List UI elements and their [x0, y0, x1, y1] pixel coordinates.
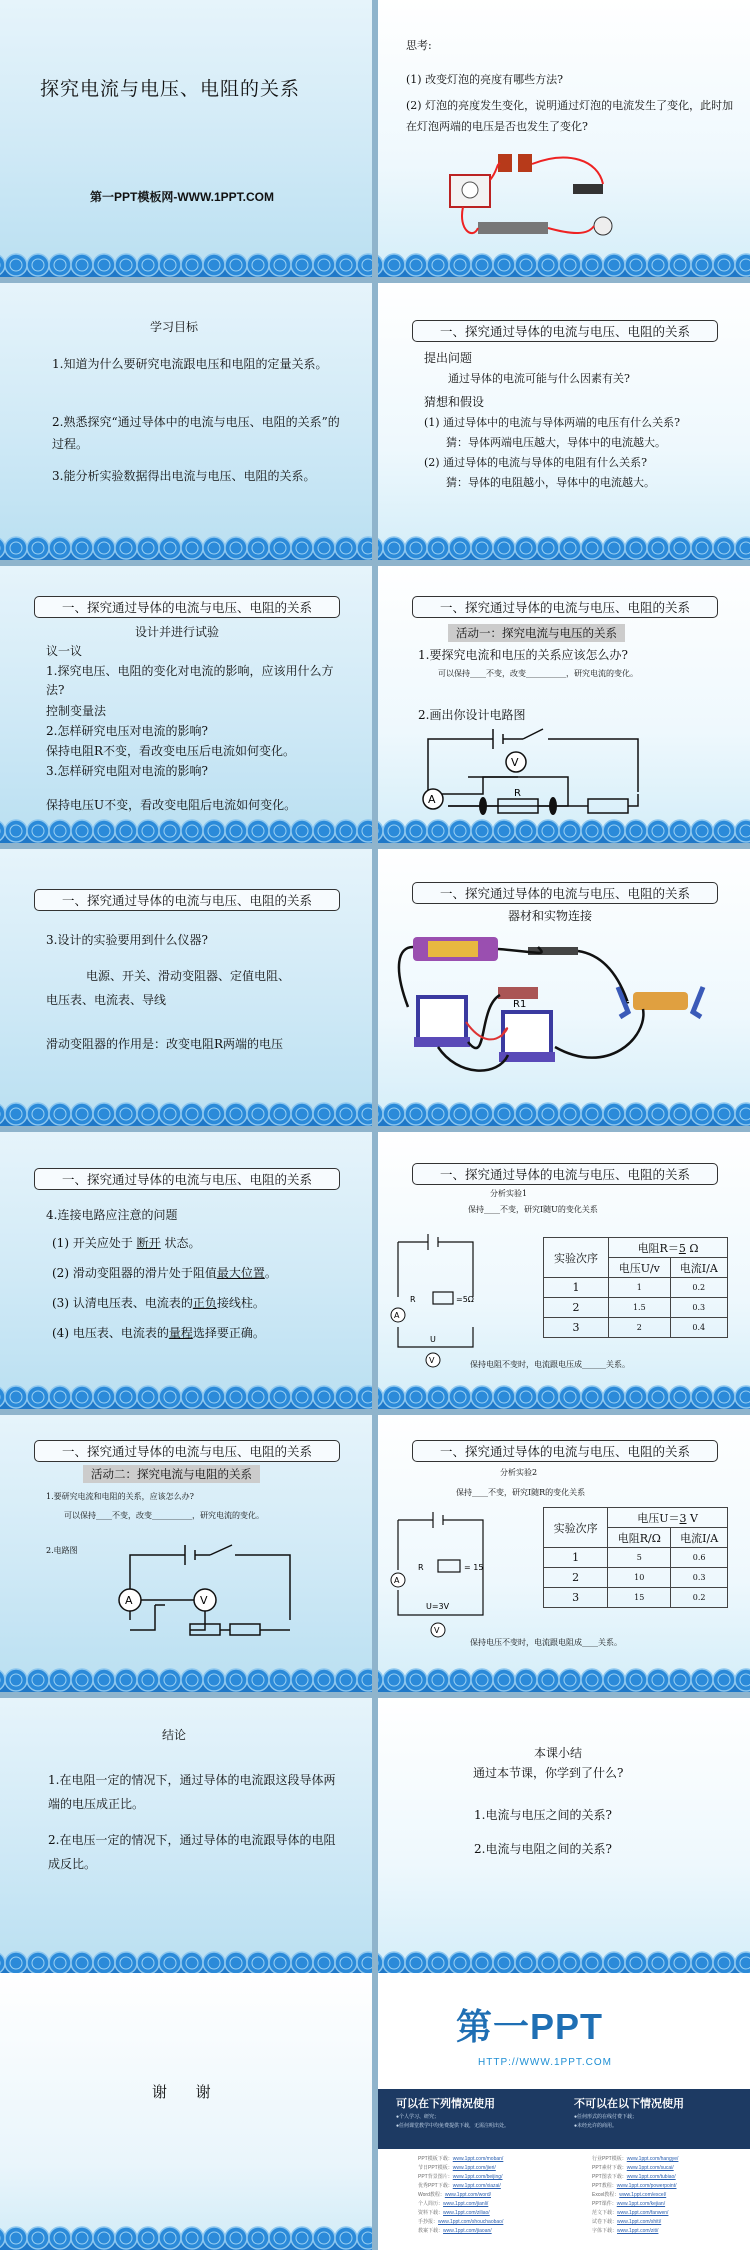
goal-2: 2.熟悉探究“通过导体中的电流与电压、电阻的关系”的过程。: [52, 415, 340, 451]
link-url[interactable]: www.1ppt.com/beijing/: [452, 2174, 503, 2180]
link-row: [418, 2191, 568, 2200]
act1-c: 2.画出你设计电路图: [418, 708, 526, 722]
link-url[interactable]: www.1ppt.com/ziti/: [617, 2228, 659, 2234]
link-row: [418, 2200, 568, 2209]
link-url[interactable]: www.1ppt.com/jianli/: [443, 2201, 489, 2207]
circuit-diagram-4: [388, 1505, 503, 1640]
question-1: (1) 改变灯泡的亮度有哪些方法?: [406, 73, 563, 86]
inst-c: 电压表、电流表、导线: [46, 993, 167, 1007]
wave-decoration: [0, 530, 372, 560]
section-title-box: 一、探究通过导体的电流与电压、电阻的关系: [412, 1440, 718, 1462]
wave-decoration: [0, 247, 372, 277]
link-url[interactable]: www.1ppt.com/ziliao/: [443, 2210, 490, 2216]
link-label: 优秀PPT下载：: [418, 2183, 453, 2189]
link-label: PPT模板下载：: [418, 2156, 453, 2162]
link-label: Word教程：: [418, 2192, 445, 2198]
slide-design: [0, 566, 372, 843]
act2-a: 1.要研究电流和电阻的关系，应该怎么办?: [46, 1492, 194, 1501]
section-title-box: 一、探究通过导体的电流与电压、电阻的关系: [34, 889, 340, 911]
link-row: [592, 2164, 742, 2173]
link-label: 教案下载：: [418, 2228, 444, 2234]
h2-unit: Ω: [689, 1241, 699, 1255]
link-row: [418, 2182, 568, 2191]
h2-label: 电阻R＝: [637, 1241, 679, 1255]
wave-decoration: [0, 813, 372, 843]
design-e: 2.怎样研究电压对电流的影响?: [46, 724, 208, 738]
info-band: [378, 2089, 750, 2149]
an2-a: 分析实验2: [500, 1468, 538, 1477]
wave-decoration: [0, 1096, 372, 1126]
can-title: 可以在下列情况使用: [396, 2098, 495, 2110]
section-title-box: 一、探究通过导体的电流与电压、电阻的关系: [34, 596, 340, 618]
slide-thanks: [0, 1973, 372, 2250]
prec-c: [52, 1264, 277, 1283]
design-h: 保持电压U不变，看改变电阻后电流如何变化。: [46, 798, 297, 812]
design-a: 设计并进行试验: [135, 625, 220, 639]
link-url[interactable]: www.1ppt.com/jiaoan/: [443, 2228, 492, 2234]
col-current: 电流I/A: [671, 1528, 728, 1548]
link-row: [418, 2173, 568, 2182]
link-label: PPT素材下载：: [592, 2165, 627, 2171]
table-header-order: 实验次序: [544, 1238, 609, 1278]
can-item-1: ●个人学习、研究；: [396, 2114, 440, 2120]
link-row: [418, 2164, 568, 2173]
table-header-resistance: [609, 1238, 728, 1258]
cannot-item-1: ●任何形式的在线付费下载；: [574, 2114, 638, 2120]
svg-text:V: V: [200, 1594, 208, 1607]
link-label: PPT背景图片：: [418, 2174, 453, 2180]
link-row: [592, 2155, 742, 2164]
col-current: 电流I/A: [670, 1258, 727, 1278]
link-row: [592, 2191, 742, 2200]
svg-text:V: V: [434, 1626, 440, 1635]
prec-d3: 接线柱。: [216, 1296, 265, 1310]
an1-foot: 保持电阻不变时，电流跟电压成______关系。: [470, 1360, 630, 1369]
section-title-box: 一、探究通过导体的电流与电压、电阻的关系: [34, 1440, 340, 1462]
design-c: 1.探究电压、电阻的变化对电流的影响，应该用什么方法?: [46, 664, 334, 697]
slide-conclusion: [0, 1698, 372, 1975]
r-value: =5Ω: [456, 1295, 474, 1304]
link-row: [592, 2200, 742, 2209]
hyp-f: (2) 通过导体的电流与导体的电阻有什么关系?: [424, 456, 647, 469]
question-2: (2) 灯泡的亮度发生变化，说明通过灯泡的电流发生了变化，此时加在灯泡两端的电压是否也发生了变化?: [406, 99, 734, 133]
link-label: 范文下载：: [592, 2210, 618, 2216]
section-title-box: 一、探究通过导体的电流与电压、电阻的关系: [34, 1168, 340, 1190]
wave-decoration: [378, 1096, 750, 1126]
slide-title: [0, 0, 372, 277]
brand-url: HTTP://WWW.1PPT.COM: [478, 2057, 612, 2068]
goals-heading: 学习目标: [150, 320, 199, 334]
prec-c3: 。: [264, 1266, 277, 1280]
slide-hypothesis: [378, 283, 750, 560]
an1-a: 分析实验1: [490, 1189, 528, 1198]
prec-c1: (2) 滑动变阻器的滑片处于阻值: [52, 1266, 217, 1280]
slide-goals: [0, 283, 372, 560]
design-b: 议一议: [46, 644, 83, 658]
link-row: [418, 2227, 568, 2236]
summary-item-2: 2.电流与电阻之间的关系?: [474, 1842, 612, 1856]
link-url[interactable]: www.1ppt.com/powerpoint/: [616, 2183, 677, 2189]
wave-decoration: [378, 1379, 750, 1409]
resistor-r1-label: R1: [513, 999, 527, 1010]
design-g: 3.怎样研究电阻对电流的影响?: [46, 764, 208, 778]
link-label: 资料下载：: [418, 2210, 444, 2216]
data-table-2: [543, 1507, 728, 1608]
apparatus-a: 器材和实物连接: [508, 909, 593, 923]
link-row: [592, 2227, 742, 2236]
table-header-order: 实验次序: [544, 1508, 608, 1548]
slide-analysis-2: [378, 1415, 750, 1692]
table-row: 2 10 0.3: [544, 1568, 728, 1588]
link-label: 字体下载：: [592, 2228, 618, 2234]
apparatus-photo: [388, 927, 738, 1097]
an2-b: 保持____不变，研究I随R的变化关系: [456, 1488, 586, 1497]
link-url[interactable]: www.1ppt.com/moban/: [452, 2156, 504, 2162]
prec-e1: (4) 电压表、电流表的: [52, 1326, 169, 1340]
table-row: 1 1 0.2: [544, 1278, 728, 1298]
inst-a: 3.设计的实验要用到什么仪器?: [46, 933, 208, 947]
link-url[interactable]: www.1ppt.com/sucai/: [626, 2165, 674, 2171]
section-title-box: 一、探究通过导体的电流与电压、电阻的关系: [412, 320, 718, 342]
table-row: 3 2 0.4: [544, 1318, 728, 1338]
u-symbol: U: [430, 1335, 436, 1344]
goal-3: 3.能分析实验数据得出电流与电压、电阻的关系。: [52, 469, 316, 483]
u-value-2: U=3V: [426, 1602, 450, 1611]
wave-decoration: [378, 813, 750, 843]
hyp-g: 猜：导体的电阻越小，导体中的电流越大。: [446, 476, 655, 489]
link-label: 节日PPT模板：: [418, 2165, 453, 2171]
prec-e2: 量程: [168, 1326, 193, 1340]
svg-text:A: A: [125, 1594, 133, 1607]
section-title-box: 一、探究通过导体的电流与电压、电阻的关系: [412, 882, 718, 904]
link-row: [418, 2218, 568, 2227]
slide-title-text: 探究电流与电压、电阻的关系: [40, 78, 301, 100]
hyp-b: 通过导体的电流可能与什么因素有关?: [448, 372, 630, 385]
cannot-title: 不可以在以下情况使用: [574, 2098, 684, 2110]
wave-decoration: [378, 530, 750, 560]
r-value-2: = 15: [464, 1563, 484, 1572]
h2-label: 电压U＝: [637, 1511, 680, 1525]
activity-2-tag: 活动二：探究电流与电阻的关系: [83, 1465, 260, 1483]
act2-b: 可以保持____不变，改变__________，研究电流的变化。: [64, 1511, 264, 1520]
link-url[interactable]: www.1ppt.com/hangye/: [626, 2156, 679, 2162]
svg-text:V: V: [429, 1356, 435, 1365]
h2-unit: V: [690, 1511, 698, 1525]
slide-copyright: [378, 1973, 750, 2250]
link-url[interactable]: www.1ppt.com/fanwen/: [617, 2210, 669, 2216]
prec-e3: 选择要正确。: [192, 1326, 265, 1340]
summary-heading: 本课小结: [534, 1746, 583, 1760]
link-label: PPT课件：: [592, 2201, 617, 2207]
table-header-voltage: [608, 1508, 728, 1528]
link-label: 个人简历：: [418, 2201, 444, 2207]
design-f: 保持电阻R不变，看改变电压后电流如何变化。: [46, 744, 296, 758]
h2-value: 3: [679, 1511, 687, 1525]
thanks-text: 谢 谢: [152, 2083, 211, 2101]
link-label: PPT教程：: [592, 2183, 617, 2189]
summary-item-1: 1.电流与电压之间的关系?: [474, 1808, 612, 1822]
site-name: 第一PPT模板网-WWW.1PPT.COM: [90, 190, 274, 204]
link-url[interactable]: www.1ppt.com/excel/: [619, 2192, 667, 2198]
slide-activity-1: [378, 566, 750, 843]
prec-e: [52, 1324, 265, 1343]
wave-decoration: [0, 2220, 372, 2250]
h2-value: 5: [678, 1241, 686, 1255]
link-label: PPT图表下载：: [592, 2174, 627, 2180]
hyp-e: 猜：导体两端电压越大，导体中的电流越大。: [446, 436, 666, 449]
col-voltage: 电压U/v: [609, 1258, 671, 1278]
link-row: [418, 2209, 568, 2218]
conclusion-1: 1.在电阻一定的情况下，通过导体的电流跟这段导体两端的电压成正比。: [48, 1773, 336, 1811]
table-row: 1 5 0.6: [544, 1548, 728, 1568]
link-row: [592, 2173, 742, 2182]
table-row: 3 15 0.2: [544, 1588, 728, 1608]
link-url[interactable]: www.1ppt.com/xiazai/: [452, 2183, 501, 2189]
prec-b3: 状态。: [164, 1236, 201, 1250]
think-label: 思考:: [406, 39, 432, 52]
brand-logo: 第一PPT: [456, 2006, 604, 2047]
prec-b1: (1) 开关应处于: [52, 1236, 133, 1250]
link-url[interactable]: www.1ppt.com/shouchaobao/: [438, 2219, 504, 2225]
hyp-c: 猜想和假设: [424, 395, 485, 409]
links-right-list: [592, 2155, 742, 2236]
link-row: [592, 2182, 742, 2191]
prec-b: [52, 1234, 201, 1253]
svg-text:A: A: [394, 1576, 400, 1585]
activity-1-tag: 活动一：探究电流与电压的关系: [448, 624, 625, 642]
wave-decoration: [378, 1945, 750, 1975]
section-title-box: 一、探究通过导体的电流与电压、电阻的关系: [412, 1163, 718, 1185]
slide-analysis-1: [378, 1132, 750, 1409]
act1-b: 可以保持____不变，改变__________，研究电流的变化。: [438, 669, 638, 678]
inst-b: 电源、开关、滑动变阻器、定值电阻、: [86, 969, 291, 983]
design-d: 控制变量法: [46, 704, 107, 718]
conclusion-heading: 结论: [162, 1728, 187, 1742]
cannot-item-2: ●未经允许的商用。: [574, 2123, 618, 2129]
prec-b2: 断开: [136, 1236, 161, 1250]
svg-text:V: V: [511, 756, 519, 769]
data-table-1: [543, 1237, 728, 1338]
slide-precautions: [0, 1132, 372, 1409]
link-url[interactable]: www.1ppt.com/shiti/: [617, 2219, 662, 2225]
inst-d: 滑动变阻器的作用是：改变电阻R两端的电压: [46, 1037, 284, 1051]
can-item-2: ●任何课堂教学中均免费提供下载，无需注明出处。: [396, 2123, 510, 2129]
prec-c2: 最大位置: [216, 1266, 265, 1280]
link-url[interactable]: www.1ppt.com/word/: [444, 2192, 491, 2198]
circuit-diagram-3: [90, 1540, 310, 1640]
link-label: 手抄报：: [418, 2219, 439, 2225]
an2-foot: 保持电压不变时，电流跟电阻成____关系。: [470, 1638, 622, 1647]
circuit-diagram-2: [388, 1227, 488, 1372]
link-url[interactable]: www.1ppt.com/kejian/: [616, 2201, 666, 2207]
slide-apparatus: [378, 849, 750, 1126]
link-row: [592, 2209, 742, 2218]
prec-d2: 正负: [192, 1296, 217, 1310]
circuit-diagram-1: [418, 724, 708, 824]
prec-d1: (3) 认清电压表、电流表的: [52, 1296, 193, 1310]
wave-decoration: [0, 1945, 372, 1975]
slide-instruments: [0, 849, 372, 1126]
col-resistance: 电阻R/Ω: [608, 1528, 671, 1548]
link-row: [592, 2218, 742, 2227]
link-label: 行业PPT模板：: [592, 2156, 627, 2162]
an1-b: 保持____不变，研究I随U的变化关系: [468, 1205, 598, 1214]
prec-d: [52, 1294, 265, 1313]
links-left-list: [418, 2155, 568, 2236]
slide-summary: [378, 1698, 750, 1975]
wave-decoration: [378, 1662, 750, 1692]
wave-decoration: [0, 1379, 372, 1409]
slide-think: [378, 0, 750, 277]
svg-text:A: A: [428, 793, 436, 806]
conclusion-2: 2.在电压一定的情况下，通过导体的电流跟导体的电阻成反比。: [48, 1833, 336, 1871]
wave-decoration: [378, 247, 750, 277]
slide-activity-2: [0, 1415, 372, 1692]
circuit-photo: [438, 150, 638, 245]
link-label: Excel教程：: [592, 2192, 620, 2198]
svg-text:A: A: [394, 1311, 400, 1320]
link-row: [418, 2155, 568, 2164]
goal-1: 1.知道为什么要研究电流跟电压和电阻的定量关系。: [52, 357, 328, 371]
section-title-box: 一、探究通过导体的电流与电压、电阻的关系: [412, 596, 718, 618]
hyp-a: 提出问题: [424, 351, 473, 365]
r-symbol-2: R: [418, 1563, 424, 1572]
link-label: 试卷下载：: [592, 2219, 618, 2225]
wave-decoration: [0, 1662, 372, 1692]
summary-question: 通过本节课，你学到了什么?: [473, 1766, 624, 1780]
resistor-label: R: [514, 788, 521, 799]
r-symbol: R: [410, 1295, 416, 1304]
link-url[interactable]: www.1ppt.com/tubiao/: [626, 2174, 676, 2180]
hyp-d: (1) 通过导体中的电流与导体两端的电压有什么关系?: [424, 416, 680, 429]
table-row: 2 1.5 0.3: [544, 1298, 728, 1318]
act2-c: 2.电路图: [46, 1546, 78, 1555]
act1-a: 1.要探究电流和电压的关系应该怎么办?: [418, 648, 628, 662]
prec-a: 4.连接电路应注意的问题: [46, 1208, 178, 1222]
link-url[interactable]: www.1ppt.com/jieri/: [452, 2165, 496, 2171]
